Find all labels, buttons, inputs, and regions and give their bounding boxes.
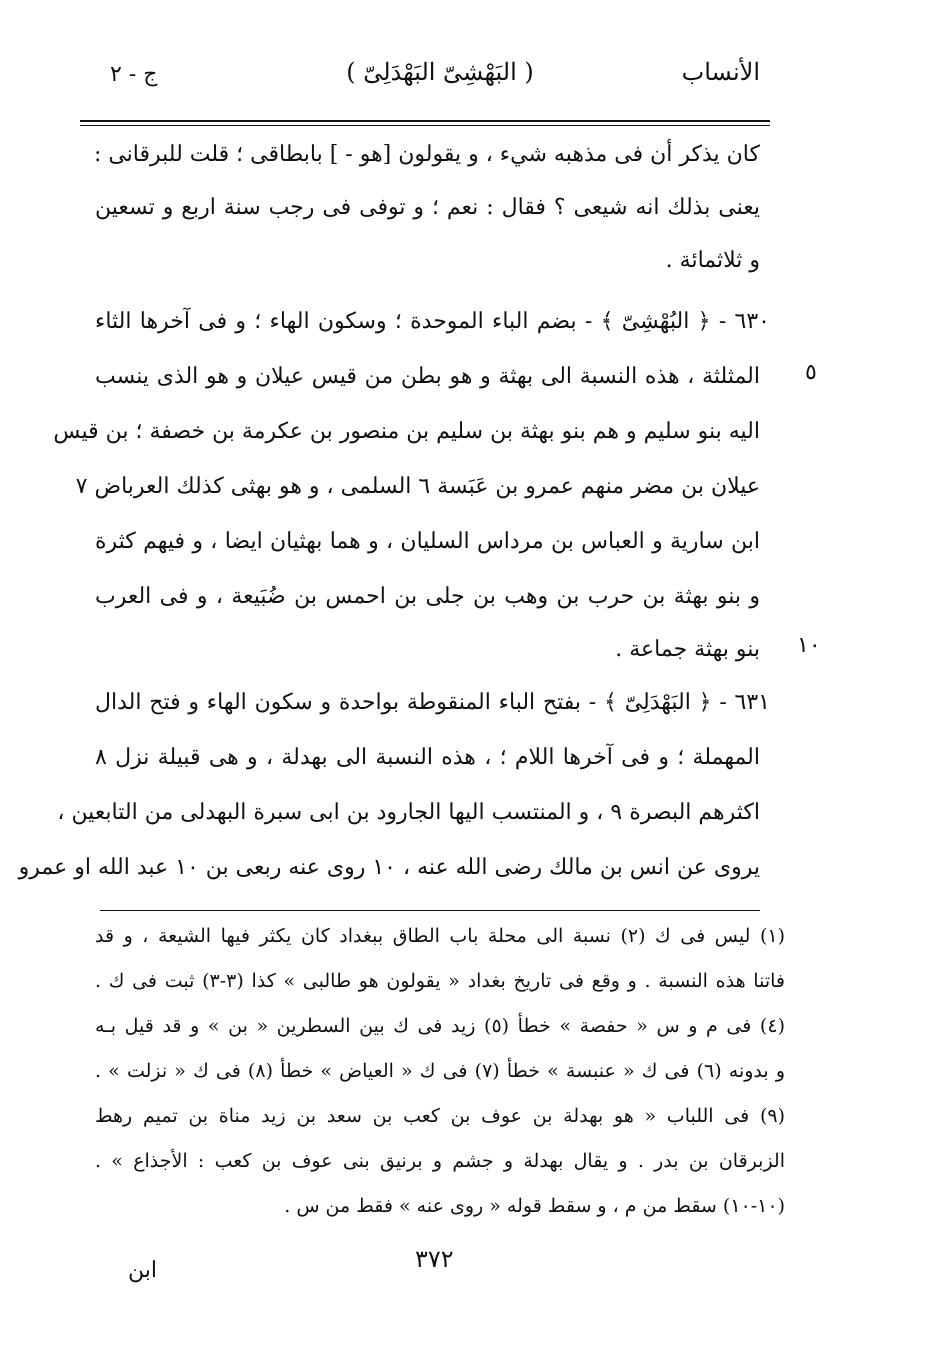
body-line: يروى عن انس بن مالك رضى الله عنه ، ١٠ روى عنه ربعى بن ١٠ عبد الله او عمرو [18,855,760,880]
entry-631-heading-line: ٦٣١ - ﴿ البَهْدَلِىّ ﴾ - بفتح الباء المنقوطة بواحدة و سكون الهاء و فتح الدال [95,690,770,715]
body-line: يعنى بذلك انه شيعى ؟ فقال : نعم ؛ و توفى فى رجب سنة اربع و تسعين [95,195,760,220]
footnote-line: (١٠-١٠) سقط من م ، و سقط قوله « روى عنه » فقط من س . [284,1195,785,1217]
body-line: بنو بهثة جماعة . [615,637,760,662]
line-number-5: ٥ [805,360,817,385]
header-rule-thin [80,125,770,126]
line-number-10: ١٠ [797,633,821,658]
body-line: ابن سارية و العباس بن مرداس السليان ، و هما بهثيان ايضا ، و فيهم كثرة [95,529,760,554]
volume-label: ج - ٢ [110,62,158,87]
footnote-line: فاتنا هذه النسبة . و وقع فى تاريخ بغداد « يقولون هو طالبى » كذا (٣-٣) ثبت فى ك . [95,970,785,992]
page-number: ٣٧٢ [415,1245,454,1273]
body-line: كان يذكر أن فى مذهبه شيء ، و يقولون [هو - ] بابطاقى ؛ قلت للبرقانى : [93,142,760,167]
running-title: ( البَهْشِىّ البَهْدَلِىّ ) [346,58,534,86]
book-title: الأنساب [681,58,760,86]
footnote-line: (٤) فى م و س « حفصة » خطأ (٥) زيد فى ك بين السطرين « بن » و قد قيل بـه [95,1015,785,1037]
header-rule-thick [80,120,770,122]
catchword: ابن [128,1258,157,1283]
footnote-line: (٩) فى اللباب « هو بهدلة بن عوف بن كعب بن سعد بن زيد مناة بن تميم رهط [95,1105,785,1127]
body-line: المهملة ؛ و فى آخرها اللام ؛ ، هذه النسبة الى بهدلة ، و هى قبيلة نزل ٨ [95,745,760,770]
footnote-line: الزبرقان بن بدر . و يقال بهدلة و جشم و برنيق بنى عوف بن كعب : الأجذاع » . [95,1150,785,1172]
body-line: اكثرهم البصرة ٩ ، و المنتسب اليها الجارود بن ابى سبرة البهدلى من التابعين ، [57,800,760,825]
body-line: اليه بنو سليم و هم بنو بهثة بن سليم بن منصور بن عكرمة بن خصفة ؛ بن قيس [53,419,760,444]
footnote-line: (١) ليس فى ك (٢) نسبة الى محلة باب الطاق ببغداد كان يكثر فيها الشيعة ، و قد [95,925,785,947]
footnote-line: و بدونه (٦) فى ك « عنبسة » خطأ (٧) فى ك « العياض » خطأ (٨) فى ك « نزلت » . [95,1060,785,1082]
body-line: و ثلاثمائة . [665,248,760,273]
body-line: و بنو بهثة بن حرب بن وهب بن جلى بن احمس بن ضُبَيعة ، و فى العرب [95,584,760,609]
body-line: عيلان بن مضر منهم عمرو بن عَبَسة ٦ السلمى ، و هو بهثى كذلك العرباض ٧ [75,474,760,499]
footnote-rule [100,910,760,911]
entry-630-heading-line: ٦٣٠ - ﴿ البُهْشِىّ ﴾ - بضم الباء الموحدة ؛ وسكون الهاء ؛ و فى آخرها الثاء [95,309,770,334]
body-line: المثلثة ، هذه النسبة الى بهثة و هو بطن من قيس عيلان و هو الذى ينسب [95,364,760,389]
running-header [90,58,760,98]
